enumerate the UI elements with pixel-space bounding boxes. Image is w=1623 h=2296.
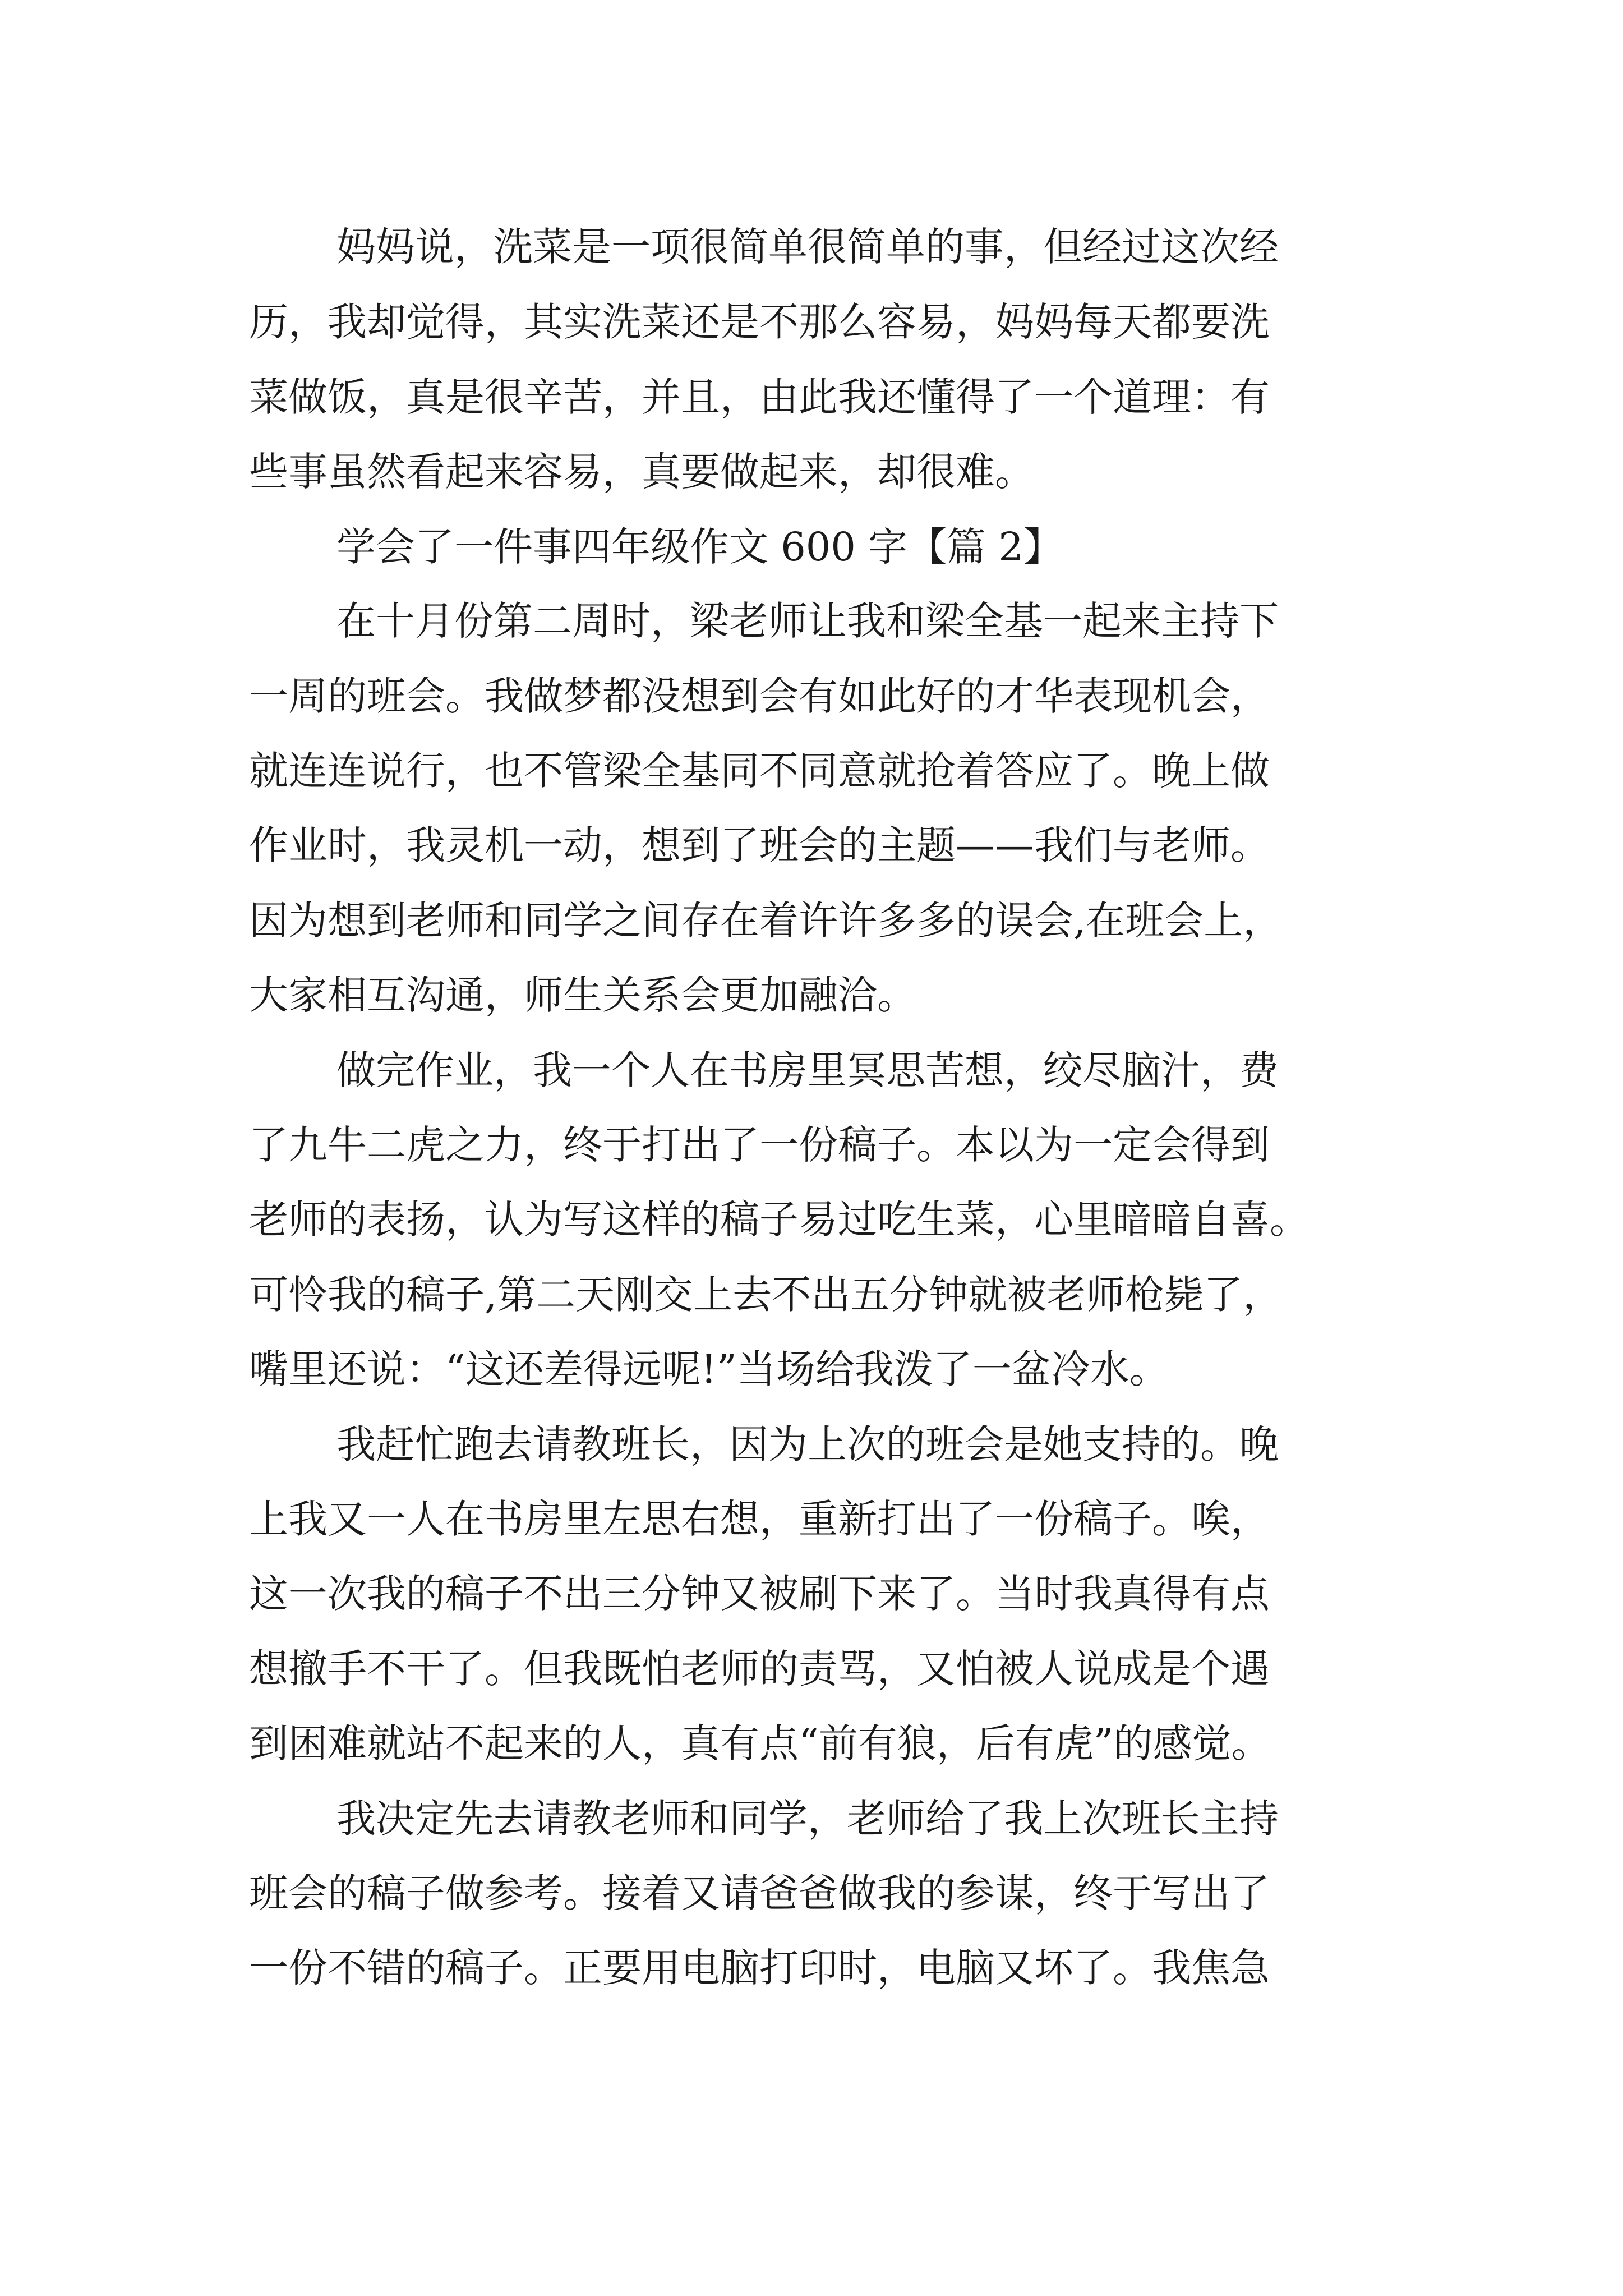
text-line: 可怜我的稿子,第二天刚交上去不出五分钟就被老师枪毙了， bbox=[249, 1272, 1283, 1318]
text-line: 因为想到老师和同学之间存在着许许多多的误会,在班会上， bbox=[249, 898, 1283, 944]
text-line: 一份不错的稿子。正要用电脑打印时，电脑又坏了。我焦急 bbox=[249, 1945, 1270, 1991]
text-line: 历，我却觉得，其实洗菜还是不那么容易，妈妈每天都要洗 bbox=[249, 299, 1270, 345]
text-line: 老师的表扬，认为写这样的稿子易过吃生菜，心里暗暗自喜。 bbox=[249, 1197, 1309, 1243]
text-line: 大家相互沟通，师生关系会更加融洽。 bbox=[249, 972, 916, 1018]
text-line: 上我又一人在书房里左思右想，重新打出了一份稿子。唉， bbox=[249, 1496, 1270, 1542]
section-heading: 学会了一件事四年级作文 600 字【篇 2】 bbox=[336, 524, 1063, 570]
text-line: 些事虽然看起来容易，真要做起来，却很难。 bbox=[249, 449, 1034, 495]
text-line: 在十月份第二周时，梁老师让我和梁全基一起来主持下 bbox=[336, 598, 1279, 644]
text-line: 就连连说行，也不管梁全基同不同意就抢着答应了。晚上做 bbox=[249, 748, 1270, 794]
text-line: 我赶忙跑去请教班长，因为上次的班会是她支持的。晚 bbox=[336, 1421, 1279, 1467]
text-line: 班会的稿子做参考。接着又请爸爸做我的参谋，终于写出了 bbox=[249, 1870, 1270, 1916]
text-line: 菜做饭，真是很辛苦，并且，由此我还懂得了一个道理：有 bbox=[249, 374, 1270, 420]
text-line: 到困难就站不起来的人，真有点“前有狼，后有虎”的感觉。 bbox=[249, 1720, 1271, 1766]
text-line: 了九牛二虎之力，终于打出了一份稿子。本以为一定会得到 bbox=[249, 1122, 1270, 1168]
text-line: 妈妈说，洗菜是一项很简单很简单的事，但经过这次经 bbox=[336, 224, 1279, 270]
text-line: 作业时，我灵机一动，想到了班会的主题——我们与老师。 bbox=[249, 822, 1270, 868]
text-line: 我决定先去请教老师和同学，老师给了我上次班长主持 bbox=[336, 1796, 1279, 1842]
text-line: 这一次我的稿子不出三分钟又被刷下来了。当时我真得有点 bbox=[249, 1571, 1270, 1617]
text-line: 做完作业，我一个人在书房里冥思苦想，绞尽脑汁，费 bbox=[336, 1047, 1279, 1093]
text-line: 一周的班会。我做梦都没想到会有如此好的才华表现机会， bbox=[249, 673, 1270, 719]
text-line: 嘴里还说：“这还差得远呢!”当场给我泼了一盆冷水。 bbox=[249, 1346, 1169, 1392]
text-line: 想撤手不干了。但我既怕老师的责骂，又怕被人说成是个遇 bbox=[249, 1646, 1270, 1692]
